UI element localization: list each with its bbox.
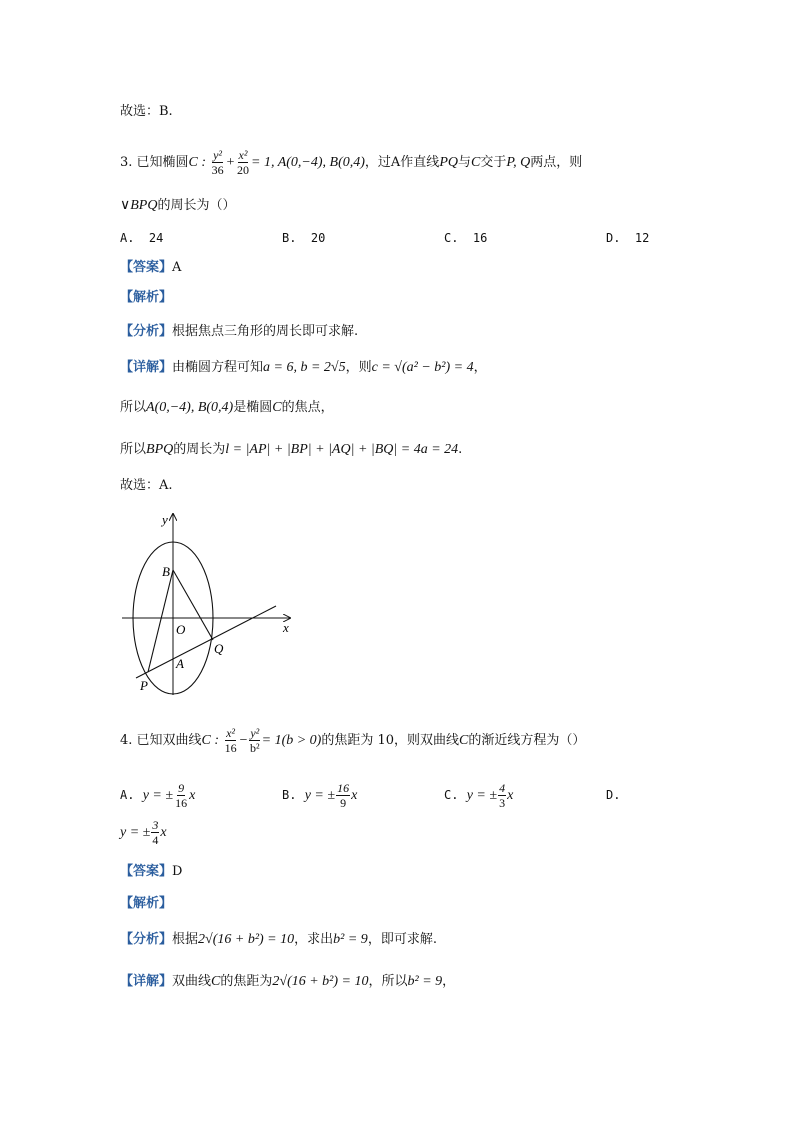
q4-number: 4. 已知双曲线 <box>120 733 202 748</box>
q3-foci-line: 所以A(0,−4), B(0,4)是椭圆C的焦点， <box>120 400 334 415</box>
q3-question: 的周长为（） <box>157 198 236 213</box>
q2-final-answer: 故选：B. <box>120 104 173 119</box>
q3-stem-line2 <box>120 196 235 216</box>
q3-option-a: A. 24 <box>120 231 164 245</box>
q3-triangle: ∨BPQ <box>120 198 158 213</box>
label-q: Q <box>214 641 224 656</box>
q4-analysis: 【解析】 <box>120 896 173 911</box>
q3-detail: 【详解】由椭圆方程可知a = 6, b = 2√5，则c = √(a² − b²) = 4， <box>120 360 487 375</box>
segment-bp <box>148 570 173 672</box>
q4-frac-y: $\frac{\text{y²}}{\text{b²}}$ <box>250 726 260 755</box>
q4-detail: 【详解】双曲线C的焦距为2√(16 + b²) = 10，所以b² = 9， <box>120 974 456 989</box>
label-x: x <box>283 620 289 635</box>
q3-eq-rest: = 1, A(0,−4), B(0,4) <box>251 155 365 170</box>
q3-stem-text-2: 与 <box>457 155 471 170</box>
q3-answer: 【答案】A <box>120 260 182 275</box>
label-a: A <box>176 656 184 671</box>
q3-option-b: B. 20 <box>282 231 326 245</box>
q3-option-d: D. 12 <box>606 231 650 245</box>
q3-stem-text-4: 两点，则 <box>530 155 583 170</box>
q3-stem-text: ，过A作直线 <box>364 155 440 170</box>
q3-ellipse-name: C <box>188 155 198 170</box>
q4-option-d-label: D. <box>606 788 621 802</box>
q4-option-c: C. y = ± $\frac{4}{3}$ x <box>444 781 514 810</box>
line-pq <box>136 606 276 678</box>
q4-answer: 【答案】D <box>120 864 183 879</box>
ellipse-figure <box>118 510 298 700</box>
label-y: y <box>162 512 168 527</box>
q3-fenxi: 【分析】根据焦点三角形的周长即可求解. <box>120 324 359 339</box>
q4-option-a: A. y = ± $\frac{9}{16}$ x <box>120 781 196 810</box>
q4-option-d: y = ± $\frac{3}{4}$ x <box>120 818 167 847</box>
q3-final-answer: 故选：A. <box>120 478 173 493</box>
q4-c2: C <box>459 733 469 748</box>
q4-fenxi: 【分析】根据2√(16 + b²) = 10，求出b² = 9，即可求解. <box>120 932 437 947</box>
q3-stem-text-3: 交于 <box>480 155 507 170</box>
label-o: O <box>176 622 186 637</box>
q4-stem-text-2: 的渐近线方程为（） <box>468 733 586 748</box>
q4-frac-x: $\frac{\text{x²}}{16}$ <box>224 726 237 755</box>
q3-option-c: C. 16 <box>444 231 488 245</box>
q4-eq-rest: = 1(b > 0) <box>261 733 322 748</box>
q4-stem-text: 的焦距为 10，则双曲线 <box>321 733 460 748</box>
q3-perimeter-line: 所以BPQ的周长为l = |AP| + |BP| + |AQ| + |BQ| = 4a = 24. <box>120 442 463 457</box>
label-p: P <box>140 678 148 693</box>
q3-c: C <box>471 155 481 170</box>
label-b: B <box>162 564 170 579</box>
q3-points: P, Q <box>506 155 531 170</box>
q4-c: C <box>201 733 211 748</box>
q3-stem: 3. 已知椭圆C : $\frac{\text{y²}}{36}$ + $\frac{\text{x²}}{20}$ = 1, A(0,−4), B(0,4)，过A作直线PQ与C交于P, Q两点，则 <box>120 148 583 177</box>
q4-option-b: B. y = ± $\frac{16}{9}$ x <box>282 781 358 810</box>
q4-stem: 4. 已知双曲线C : $\frac{\text{x²}}{16}$ − $\frac{\text{y²}}{\text{b²}}$ = 1(b > 0)的焦距为 10，则双曲线C的渐近线方程为（） <box>120 726 586 755</box>
q3-line-pq: PQ <box>439 155 458 170</box>
q3-analysis: 【解析】 <box>120 290 173 305</box>
q3-frac-x: $\frac{\text{x²}}{20}$ <box>237 148 250 177</box>
q3-frac-y: $\frac{\text{y²}}{36}$ <box>211 148 224 177</box>
q3-number: 3. 已知椭圆 <box>120 155 189 170</box>
